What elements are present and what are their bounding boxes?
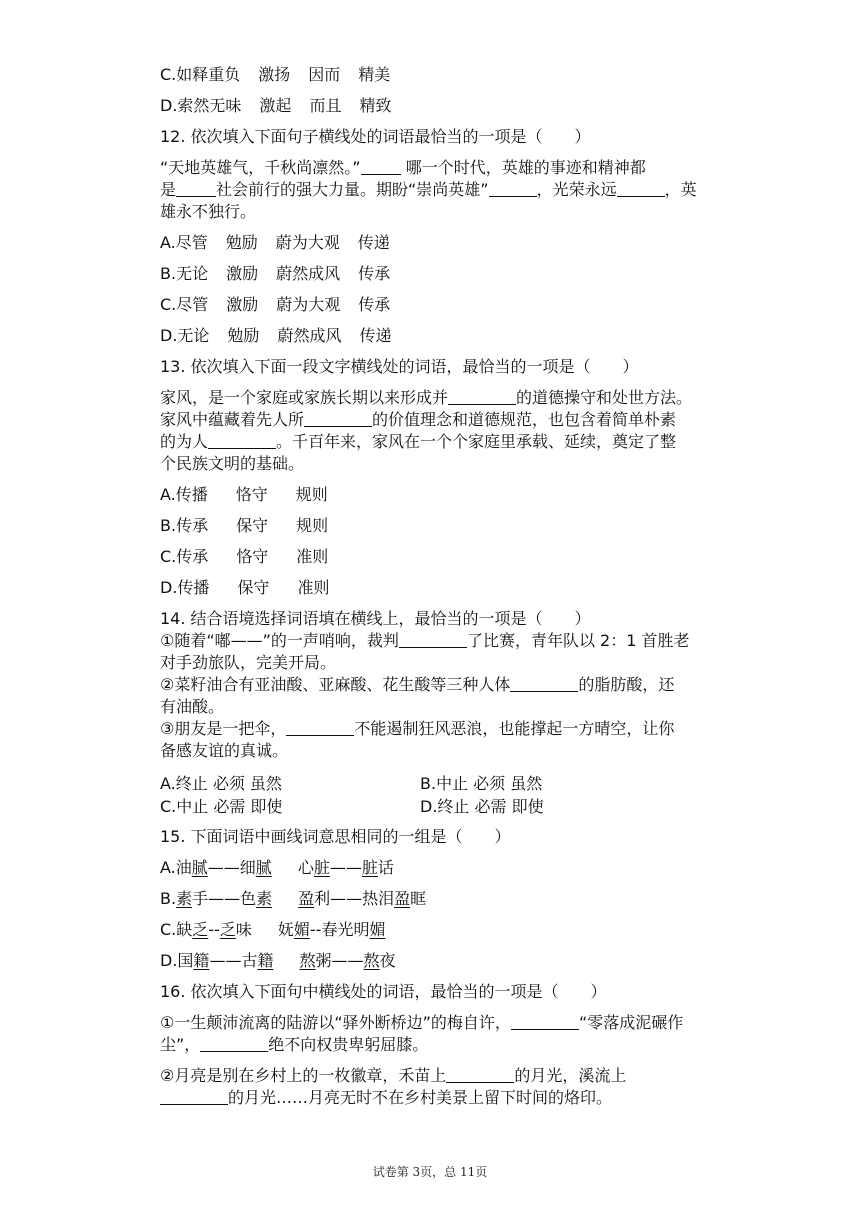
text-fragment: 激励 bbox=[226, 295, 259, 314]
q12-passage-line1 bbox=[160, 157, 740, 179]
answer-blank bbox=[176, 180, 216, 197]
text-fragment: ①一生颠沛流离的陆游以“驿外断桥边”的梅自许， bbox=[160, 1013, 511, 1032]
text-fragment: D.国 bbox=[160, 951, 194, 970]
page-footer: 试卷第 3页，总 11页 bbox=[372, 1165, 488, 1179]
q15-option-d bbox=[160, 950, 740, 972]
text-fragment: ③朋友是一把伞， bbox=[160, 719, 287, 738]
answer-blank bbox=[286, 719, 354, 736]
text-fragment: 传递 bbox=[357, 233, 390, 252]
text-fragment: 激励 bbox=[226, 264, 259, 283]
answer-blank bbox=[489, 180, 537, 197]
text-fragment: 传承 bbox=[358, 295, 391, 314]
text-fragment: 准则 bbox=[297, 578, 330, 597]
text-fragment: 盈 bbox=[298, 889, 315, 908]
text-fragment: A.尽管 bbox=[160, 233, 208, 252]
text-fragment: 熬 bbox=[363, 951, 380, 970]
text-fragment: ，光荣永远 bbox=[536, 180, 617, 199]
text-fragment: D.无论 bbox=[160, 326, 210, 345]
text-fragment: “零落成泥碾作 bbox=[578, 1013, 684, 1032]
text-fragment: -- bbox=[208, 920, 220, 939]
text-fragment: 乏 bbox=[219, 920, 236, 939]
text-fragment: 保守 bbox=[236, 516, 269, 535]
q13-passage-line4: 个民族文明的基础。 bbox=[160, 454, 305, 473]
text-fragment: 传承 bbox=[358, 264, 391, 283]
q14-sentence2-cont: 有油酸。 bbox=[160, 697, 225, 716]
text-fragment: 勉励 bbox=[227, 326, 260, 345]
text-fragment: 家风中蕴藏着先人所 bbox=[160, 410, 305, 429]
text-fragment: 脏 bbox=[361, 858, 378, 877]
text-fragment: 的为人 bbox=[160, 432, 209, 451]
text-fragment: 素 bbox=[256, 889, 273, 908]
q16-stem: 16. 依次填入下面句中横线处的词语，最恰当的一项是（ ） bbox=[160, 982, 607, 1001]
answer-blank bbox=[399, 631, 467, 648]
q12-option-d bbox=[160, 325, 740, 347]
q14-option-b: B.中止 必须 虽然 bbox=[420, 774, 543, 793]
q14-options-row2 bbox=[160, 794, 740, 817]
text-fragment: 保守 bbox=[237, 578, 270, 597]
text-fragment: ②菜籽油合有亚油酸、亚麻酸、花生酸等三种人体 bbox=[160, 675, 511, 694]
text-fragment: 媚 bbox=[369, 920, 386, 939]
text-fragment: 眶 bbox=[410, 889, 427, 908]
q13-option-d bbox=[160, 577, 740, 599]
q14-options-row1 bbox=[160, 771, 740, 794]
text-fragment: C.如释重负 bbox=[160, 65, 241, 84]
text-fragment: 激扬 bbox=[258, 65, 291, 84]
answer-blank bbox=[511, 1013, 579, 1030]
q13-option-b bbox=[160, 515, 740, 537]
text-fragment: ①随着“嘟——”的一声哨响，裁判 bbox=[160, 631, 399, 650]
answer-blank bbox=[510, 675, 578, 692]
q15-option-c bbox=[160, 919, 740, 941]
text-fragment: 蔚为大观 bbox=[276, 295, 341, 314]
text-fragment: B.传承 bbox=[160, 516, 209, 535]
q11-option-c bbox=[160, 64, 740, 86]
text-fragment: 准则 bbox=[296, 547, 329, 566]
text-fragment: 妩 bbox=[277, 920, 294, 939]
q13-option-a bbox=[160, 484, 740, 506]
text-fragment: C.传承 bbox=[160, 547, 209, 566]
text-fragment: B. bbox=[160, 889, 177, 908]
text-fragment: ——细 bbox=[207, 858, 256, 877]
q14-sentence1-cont: 对手劲旅队，完美开局。 bbox=[160, 653, 337, 672]
text-fragment: B.无论 bbox=[160, 264, 209, 283]
text-fragment: 蔚为大观 bbox=[275, 233, 340, 252]
text-fragment: 腻 bbox=[191, 858, 208, 877]
text-fragment: 味 bbox=[235, 920, 252, 939]
q13-passage-line3 bbox=[160, 431, 740, 453]
text-fragment: 蔚然成风 bbox=[276, 264, 341, 283]
q14-sentence3-cont: 备感友谊的真诚。 bbox=[160, 741, 289, 760]
text-fragment: 夜 bbox=[379, 951, 396, 970]
text-fragment: 的脂肪酸，还 bbox=[578, 675, 675, 694]
text-fragment: 粥—— bbox=[315, 951, 364, 970]
text-fragment: 利——热泪 bbox=[314, 889, 395, 908]
q12-stem: 12. 依次填入下面句子横线处的词语最恰当的一项是（ ） bbox=[160, 127, 591, 146]
text-fragment: 的月光……月亮无时不在乡村美景上留下时间的烙印。 bbox=[228, 1088, 613, 1107]
text-fragment: 腻 bbox=[255, 858, 272, 877]
text-fragment: ，英 bbox=[664, 180, 697, 199]
text-fragment: 传递 bbox=[359, 326, 392, 345]
text-fragment: ②月亮是别在乡村上的一枚徽章，禾苗上 bbox=[160, 1066, 447, 1085]
q15-stem: 15. 下面词语中画线词意思相同的一组是（ ） bbox=[160, 827, 511, 846]
q12-option-a bbox=[160, 232, 740, 254]
answer-blank bbox=[160, 1088, 228, 1105]
text-fragment: 是 bbox=[160, 180, 177, 199]
text-fragment: 素 bbox=[176, 889, 193, 908]
q12-passage-line3: 雄永不独行。 bbox=[160, 202, 257, 221]
text-fragment: 激起 bbox=[259, 96, 292, 115]
text-fragment: 心 bbox=[297, 858, 314, 877]
q14-stem: 14. 结合语境选择词语填在横线上，最恰当的一项是（ ） bbox=[160, 609, 591, 628]
text-fragment: 规则 bbox=[295, 485, 328, 504]
answer-blank bbox=[304, 410, 372, 427]
q12-option-c bbox=[160, 294, 740, 316]
text-fragment: 社会前行的强大力量。期盼“崇尚英雄” bbox=[216, 180, 489, 199]
text-fragment: 勉励 bbox=[225, 233, 258, 252]
text-fragment: 盈 bbox=[394, 889, 411, 908]
text-fragment: 不能遏制狂风恶浪，也能撑起一方晴空，让你 bbox=[354, 719, 675, 738]
q11-option-d bbox=[160, 95, 740, 117]
answer-blank bbox=[200, 1035, 268, 1052]
q13-passage-line1 bbox=[160, 387, 740, 409]
text-fragment: 乏 bbox=[192, 920, 209, 939]
text-fragment: 尘”， bbox=[160, 1035, 201, 1054]
q13-stem: 13. 依次填入下面一段文字横线处的词语，最恰当的一项是（ ） bbox=[160, 357, 639, 376]
text-fragment: 精美 bbox=[358, 65, 391, 84]
q14-sentence1 bbox=[160, 630, 740, 652]
q13-option-c bbox=[160, 546, 740, 568]
text-fragment: 的道德操守和处世方法。 bbox=[516, 388, 693, 407]
question-content bbox=[160, 64, 740, 1109]
text-fragment: D.索然无味 bbox=[160, 96, 242, 115]
text-fragment: “天地英雄气，千秋尚凛然。” bbox=[160, 158, 361, 177]
answer-blank bbox=[208, 432, 276, 449]
text-fragment: 了比赛，青年队以 2：1 首胜老 bbox=[466, 631, 690, 650]
text-fragment: 。千百年来，家风在一个个家庭里承载、延续，奠定了整 bbox=[276, 432, 677, 451]
q16-sentence1-cont bbox=[160, 1034, 740, 1056]
text-fragment: D.传播 bbox=[160, 578, 210, 597]
answer-blank bbox=[448, 388, 516, 405]
q14-option-a: A.终止 必须 虽然 bbox=[160, 774, 282, 793]
text-fragment: 因而 bbox=[308, 65, 341, 84]
q16-sentence2 bbox=[160, 1065, 740, 1087]
text-fragment: 蔚然成风 bbox=[277, 326, 342, 345]
q13-passage-line2 bbox=[160, 409, 740, 431]
text-fragment: 的月光，溪流上 bbox=[514, 1066, 627, 1085]
answer-blank bbox=[446, 1066, 514, 1083]
q16-sentence2-cont bbox=[160, 1087, 740, 1109]
text-fragment: 哪一个时代，英雄的事迹和精神都 bbox=[405, 158, 646, 177]
text-fragment: C.尽管 bbox=[160, 295, 209, 314]
q14-option-c: C.中止 必需 即使 bbox=[160, 797, 283, 816]
text-fragment: 籍 bbox=[257, 951, 274, 970]
answer-blank bbox=[617, 180, 665, 197]
text-fragment: 的价值理念和道德规范，也包含着简单朴素 bbox=[372, 410, 677, 429]
text-fragment: 绝不向权贵卑躬屈膝。 bbox=[268, 1035, 429, 1054]
text-fragment: C.缺 bbox=[160, 920, 193, 939]
q12-option-b bbox=[160, 263, 740, 285]
text-fragment: --春光明 bbox=[309, 920, 370, 939]
text-fragment: ——古 bbox=[209, 951, 258, 970]
text-fragment: 手——色 bbox=[192, 889, 257, 908]
text-fragment: 而且 bbox=[309, 96, 342, 115]
q14-sentence2 bbox=[160, 674, 740, 696]
text-fragment: 恪守 bbox=[236, 547, 269, 566]
text-fragment: 恪守 bbox=[235, 485, 268, 504]
text-fragment: A.油 bbox=[160, 858, 192, 877]
text-fragment: 媚 bbox=[293, 920, 310, 939]
text-fragment: 话 bbox=[377, 858, 394, 877]
text-fragment: 家风，是一个家庭或家族长期以来形成并 bbox=[160, 388, 449, 407]
q14-option-d: D.终止 必需 即使 bbox=[420, 797, 544, 816]
q15-option-a bbox=[160, 857, 740, 879]
text-fragment: 规则 bbox=[296, 516, 329, 535]
text-fragment: —— bbox=[329, 858, 362, 877]
q16-sentence1 bbox=[160, 1012, 740, 1034]
q15-option-b bbox=[160, 888, 740, 910]
q12-passage-line2 bbox=[160, 179, 740, 201]
text-fragment: A.传播 bbox=[160, 485, 208, 504]
text-fragment: 籍 bbox=[193, 951, 210, 970]
text-fragment: 脏 bbox=[313, 858, 330, 877]
text-fragment: 熬 bbox=[299, 951, 316, 970]
text-fragment: 精致 bbox=[359, 96, 392, 115]
q14-sentence3 bbox=[160, 718, 740, 740]
answer-blank bbox=[361, 158, 401, 175]
